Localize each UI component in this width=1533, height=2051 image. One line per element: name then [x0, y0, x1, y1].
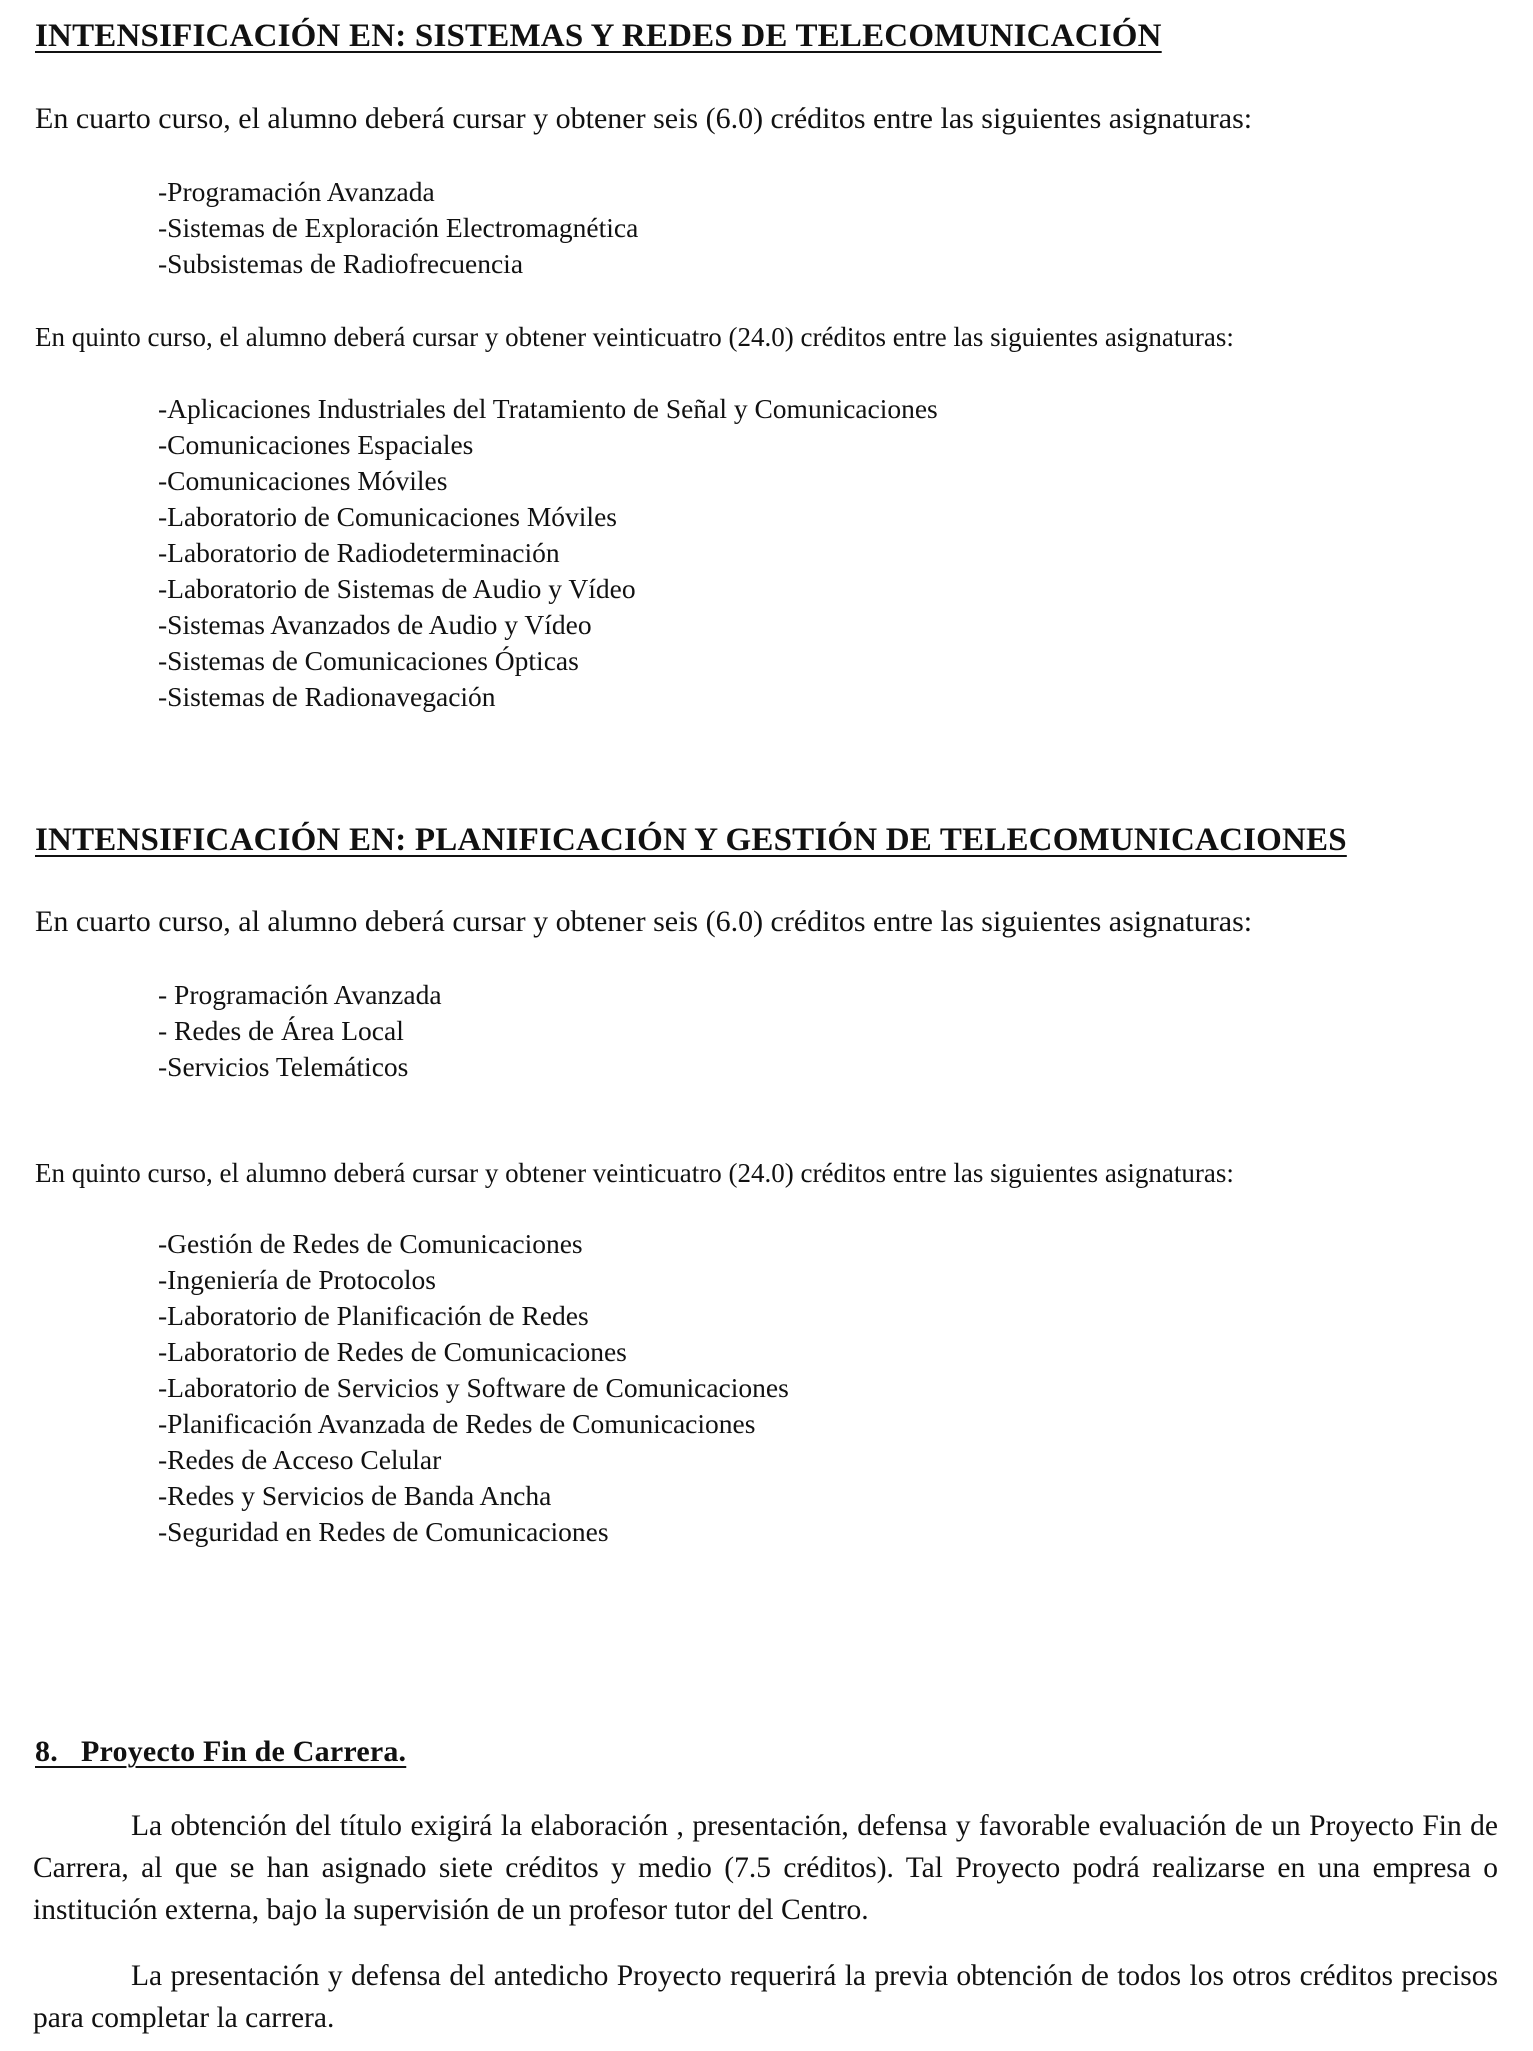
list-item: -Programación Avanzada	[158, 176, 435, 207]
list-item: -Subsistemas de Radiofrecuencia	[158, 248, 524, 279]
list-item: -Redes de Acceso Celular	[158, 1444, 442, 1475]
list-item: -Servicios Telemáticos	[158, 1051, 409, 1082]
list-item: -Comunicaciones Móviles	[158, 465, 448, 496]
list-item: - Redes de Área Local	[158, 1015, 404, 1046]
list-item: -Laboratorio de Redes de Comunicaciones	[158, 1336, 627, 1367]
section-3-paragraph-2: La presentación y defensa del antedicho Proyecto requerirá la previa obtención de todos los otros créditos precisos para completar la carrera.	[33, 1960, 1498, 2034]
list-item: -Sistemas Avanzados de Audio y Vídeo	[158, 609, 592, 640]
list-item: -Laboratorio de Sistemas de Audio y Vídeo	[158, 573, 636, 604]
list-item: -Gestión de Redes de Comunicaciones	[158, 1228, 583, 1259]
list-item: -Laboratorio de Servicios y Software de Comunicaciones	[158, 1372, 789, 1403]
list-item: -Seguridad en Redes de Comunicaciones	[158, 1516, 609, 1547]
list-item: -Laboratorio de Comunicaciones Móviles	[158, 501, 617, 532]
section-2-fourth-year-intro: En cuarto curso, al alumno deberá cursar y obtener seis (6.0) créditos entre las siguientes asignaturas:	[35, 905, 1253, 938]
list-item: -Planificación Avanzada de Redes de Comunicaciones	[158, 1408, 756, 1439]
section-3-paragraph-1: La obtención del título exigirá la elaboración , presentación, defensa y favorable evaluación de un Proyecto Fin de Carrera, al que se han asignado siete créditos y medio (7.5 créditos). Tal Proyecto podrá realizarse en una empresa o institución externa, bajo la supervisión de un profesor tutor del Centro.	[33, 1810, 1498, 1926]
list-item: -Comunicaciones Espaciales	[158, 429, 474, 460]
section-3-heading: 8. Proyecto Fin de Carrera.	[35, 1735, 407, 1768]
list-item: -Sistemas de Radionavegación	[158, 681, 496, 712]
list-item: -Ingeniería de Protocolos	[158, 1264, 436, 1295]
section-1-heading: INTENSIFICACIÓN EN: SISTEMAS Y REDES DE TELECOMUNICACIÓN	[35, 18, 1162, 54]
list-item: -Laboratorio de Planificación de Redes	[158, 1300, 589, 1331]
list-item: -Redes y Servicios de Banda Ancha	[158, 1480, 552, 1511]
section-1-fourth-year-intro: En cuarto curso, el alumno deberá cursar y obtener seis (6.0) créditos entre las siguientes asignaturas:	[35, 102, 1253, 135]
list-item: -Sistemas de Exploración Electromagnética	[158, 212, 639, 243]
section-1-fourth-year-list	[158, 174, 638, 282]
section-2-fifth-year-list	[158, 1226, 789, 1550]
list-item: - Programación Avanzada	[158, 979, 442, 1010]
list-item: -Laboratorio de Radiodeterminación	[158, 537, 560, 568]
section-1-fifth-year-intro: En quinto curso, el alumno deberá cursar y obtener veinticuatro (24.0) créditos entre las siguientes asignaturas:	[35, 322, 1234, 352]
section-2-heading: INTENSIFICACIÓN EN: PLANIFICACIÓN Y GESTIÓN DE TELECOMUNICACIONES	[35, 822, 1347, 858]
section-2-fifth-year-intro: En quinto curso, el alumno deberá cursar y obtener veinticuatro (24.0) créditos entre las siguientes asignaturas:	[35, 1158, 1234, 1188]
list-item: -Sistemas de Comunicaciones Ópticas	[158, 645, 579, 676]
section-2-fourth-year-list	[158, 977, 442, 1085]
list-item: -Aplicaciones Industriales del Tratamiento de Señal y Comunicaciones	[158, 393, 938, 424]
section-1-fifth-year-list	[158, 391, 938, 715]
